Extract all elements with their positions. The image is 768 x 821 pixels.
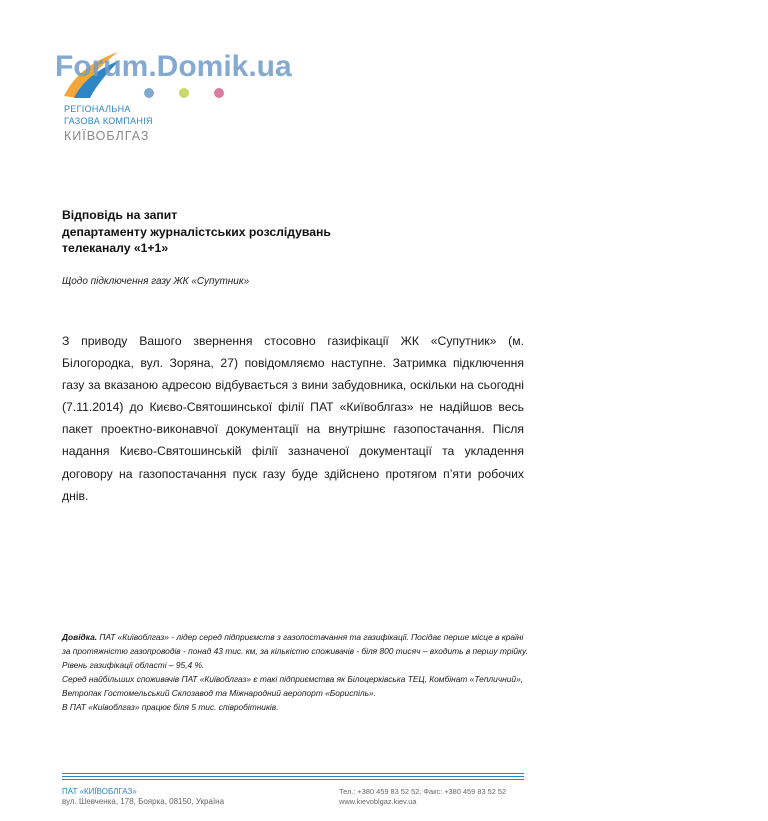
reference-note [62, 630, 532, 715]
watermark-text: Forum.Domik.ua [55, 50, 292, 83]
logo-dot-blue [144, 88, 154, 98]
logo-dot-pink [214, 88, 224, 98]
company-name-line-1: РЕГІОНАЛЬНА [64, 104, 131, 114]
letter-subject: Щодо підключення газу ЖК «Супутник» [62, 276, 250, 287]
company-name-line-2: ГАЗОВА КОМПАНІЯ [64, 116, 153, 126]
note-text-3: В ПАТ «Київоблгаз» працює біля 5 тис. співробітників. [62, 702, 279, 713]
note-label: Довідка. [62, 632, 98, 642]
letter-body: З приводу Вашого звернення стосовно газифікації ЖК «Супутник» (м. Білогородка, вул. Зоряна, 27) повідомляємо наступне. Затримка підключення газу за вказаною адресою відбувається з вини забудовника, оскільки на сьогодні (7.11.2014) до Києво-Святошинської філії ПАТ «Київоблгаз» не надійшов весь пакет проектно-виконавчої документації на внутрішнє газопостачання. Після надання Києво-Святошинській філії зазначеної документації та укладення договору на газопостачання пуск газу буде здійснено протягом п’яти робочих днів. [62, 334, 524, 503]
footer-rule [62, 773, 524, 774]
logo-dot-green [179, 88, 189, 98]
note-text-2: Серед найбільших споживачів ПАТ «Київоблгаз» є такі підприємства як Білоцерківська ТЕЦ, Комбінат «Тепличний», Ветропак Гостомельський Склозавод та Міжнародний аеропорт «Бориспіль». [62, 674, 524, 699]
heading-line-1: Відповідь на запит [62, 208, 178, 222]
footer-company: ПАТ «КИЇВОБЛГАЗ» [62, 787, 137, 796]
footer-rule [62, 779, 524, 780]
footer-website[interactable]: www.kievoblgaz.kiev.ua [339, 797, 417, 806]
note-text-1: ПАТ «Київоблгаз» - лідер серед підприємств з газопостачання та газифікації. Посідає перше місце в країні за протяжністю газопроводів - понад 43 тис. км, за кількістю споживачів - біля 800 тисяч – входить в першу трійку. Рівень газифікації області – 95,4 %. [62, 632, 528, 671]
letter-heading [62, 207, 331, 257]
logo-dots [144, 88, 224, 100]
note-paragraph-1 [62, 630, 532, 672]
heading-line-3: телеканалу «1+1» [62, 241, 169, 255]
heading-line-2: департаменту журналістських розслідувань [62, 224, 331, 239]
footer-address: вул. Шевченка, 178, Боярка, 08150, Україна [62, 797, 225, 806]
company-name-line-3: КИЇВОБЛГАЗ [64, 129, 150, 143]
footer-rule [62, 776, 524, 777]
footer-phones: Тел.: +380 459 83 52 52, Факс: +380 459 83 52 52 [339, 787, 507, 796]
